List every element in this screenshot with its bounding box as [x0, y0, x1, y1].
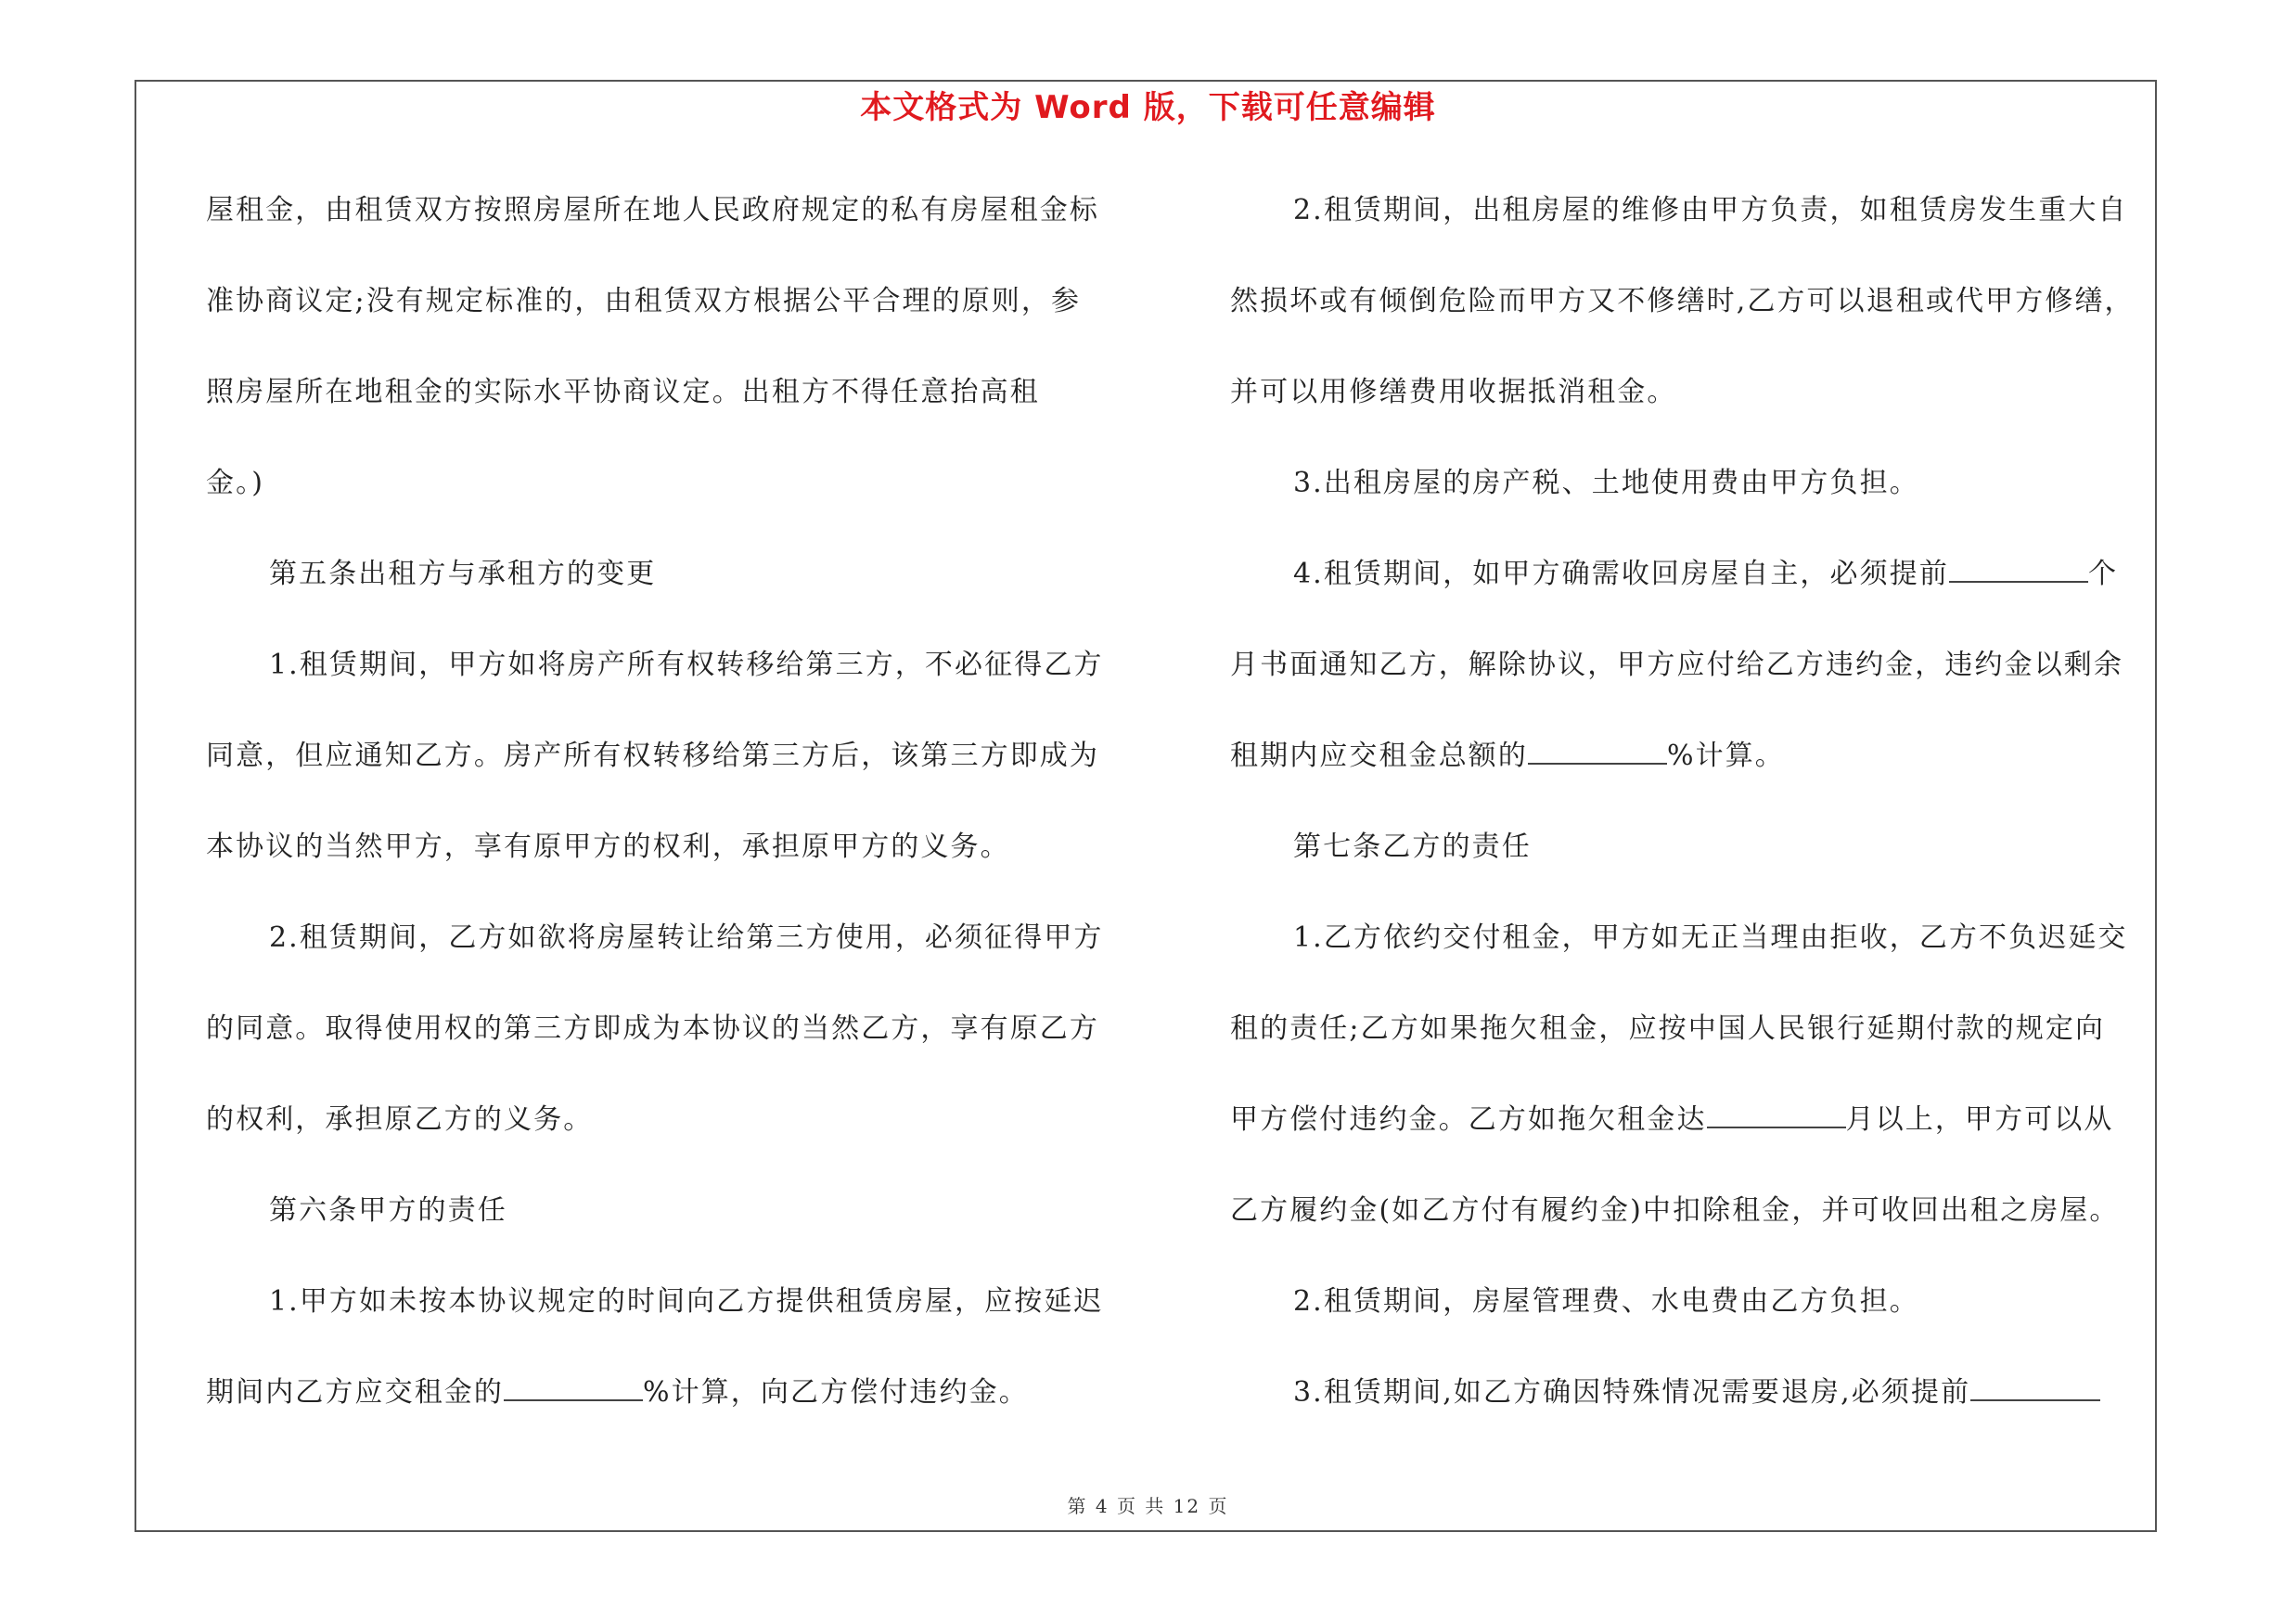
paragraph-line: 3.出租房屋的房产税、土地使用费由甲方负担。	[1293, 467, 1919, 499]
paragraph-line: 屋租金，由租赁双方按照房屋所在地人民政府规定的私有房屋租金标	[206, 194, 1099, 226]
fill-in-blank[interactable]	[1707, 1099, 1846, 1128]
paragraph-line: 并可以用修缮费用收据抵消租金。	[1230, 376, 1677, 408]
paragraph-line-with-blank	[1230, 545, 2158, 636]
paragraph-line: 2.租赁期间，房屋管理费、水电费由乙方负担。	[1293, 1285, 1919, 1318]
paragraph-line: 2.租赁期间，乙方如欲将房屋转让给第三方使用，必须征得甲方	[269, 921, 1104, 954]
line-text-before-blank: 4.租赁期间，如甲方确需收回房屋自主，必须提前	[1293, 558, 1949, 590]
paragraph-line: 然损坏或有倾倒危险而甲方又不修缮时,乙方可以退租或代甲方修缮，	[1230, 285, 2135, 317]
right-column	[1230, 181, 2158, 1454]
paragraph-line: 租的责任;乙方如果拖欠租金，应按中国人民银行延期付款的规定向	[1230, 1012, 2106, 1045]
paragraph-line: 本协议的当然甲方，享有原甲方的权利，承担原甲方的义务。	[206, 831, 1010, 863]
paragraph-line: 的同意。取得使用权的第三方即成为本协议的当然乙方，享有原乙方	[206, 1012, 1099, 1045]
paragraph-line: 1.乙方依约交付租金，甲方如无正当理由拒收，乙方不负迟延交	[1293, 921, 2128, 954]
paragraph-line: 的权利，承担原乙方的义务。	[206, 1103, 594, 1136]
fill-in-blank[interactable]	[504, 1372, 643, 1401]
paragraph-line-with-blank	[1230, 727, 2158, 818]
page-number-footer: 第 4 页 共 12 页	[1067, 1495, 1229, 1517]
paragraph-line-with-blank	[206, 1363, 1129, 1454]
paragraph-line: 1.租赁期间，甲方如将房产所有权转移给第三方，不必征得乙方	[269, 649, 1104, 681]
paragraph-line: 1.甲方如未按本协议规定的时间向乙方提供租赁房屋，应按延迟	[269, 1285, 1104, 1318]
section-heading-article-5: 第五条出租方与承租方的变更	[269, 558, 657, 590]
paragraph-line: 金。)	[206, 467, 265, 499]
section-heading-article-7: 第七条乙方的责任	[1293, 831, 1532, 863]
word-format-banner: 本文格式为 Word 版，下载可任意编辑	[860, 89, 1436, 126]
line-text-before-blank: 期间内乙方应交租金的	[206, 1376, 504, 1409]
fill-in-blank[interactable]	[1949, 553, 2088, 583]
line-text-before-blank: 租期内应交租金总额的	[1230, 740, 1528, 772]
paragraph-line: 照房屋所在地租金的实际水平协商议定。出租方不得任意抬高租	[206, 376, 1040, 408]
paragraph-line: 2.租赁期间，出租房屋的维修由甲方负责，如租赁房发生重大自	[1293, 194, 2128, 226]
paragraph-line-with-blank	[1230, 1363, 2158, 1454]
paragraph-line: 乙方履约金(如乙方付有履约金)中扣除租金，并可收回出租之房屋。	[1230, 1194, 2120, 1227]
paragraph-line: 月书面通知乙方，解除协议，甲方应付给乙方违约金，违约金以剩余	[1230, 649, 2123, 681]
line-text-before-blank: 甲方偿付违约金。乙方如拖欠租金达	[1230, 1103, 1707, 1136]
line-text-after-blank: %计算，向乙方偿付违约金。	[643, 1376, 1029, 1409]
paragraph-line: 同意，但应通知乙方。房产所有权转移给第三方后，该第三方即成为	[206, 740, 1099, 772]
line-text-after-blank: %计算。	[1667, 740, 1785, 772]
paragraph-line-with-blank	[1230, 1090, 2158, 1181]
fill-in-blank[interactable]	[1528, 735, 1667, 765]
fill-in-blank[interactable]	[1970, 1372, 2100, 1401]
section-heading-article-6: 第六条甲方的责任	[269, 1194, 507, 1227]
paragraph-line: 准协商议定;没有规定标准的，由租赁双方根据公平合理的原则，参	[206, 285, 1082, 317]
line-text-after-blank: 个	[2087, 558, 2119, 590]
left-column	[206, 181, 1129, 1454]
line-text-before-blank: 3.租赁期间,如乙方确因特殊情况需要退房,必须提前	[1293, 1376, 1971, 1409]
line-text-after-blank: 月以上，甲方可以从	[1845, 1103, 2114, 1136]
